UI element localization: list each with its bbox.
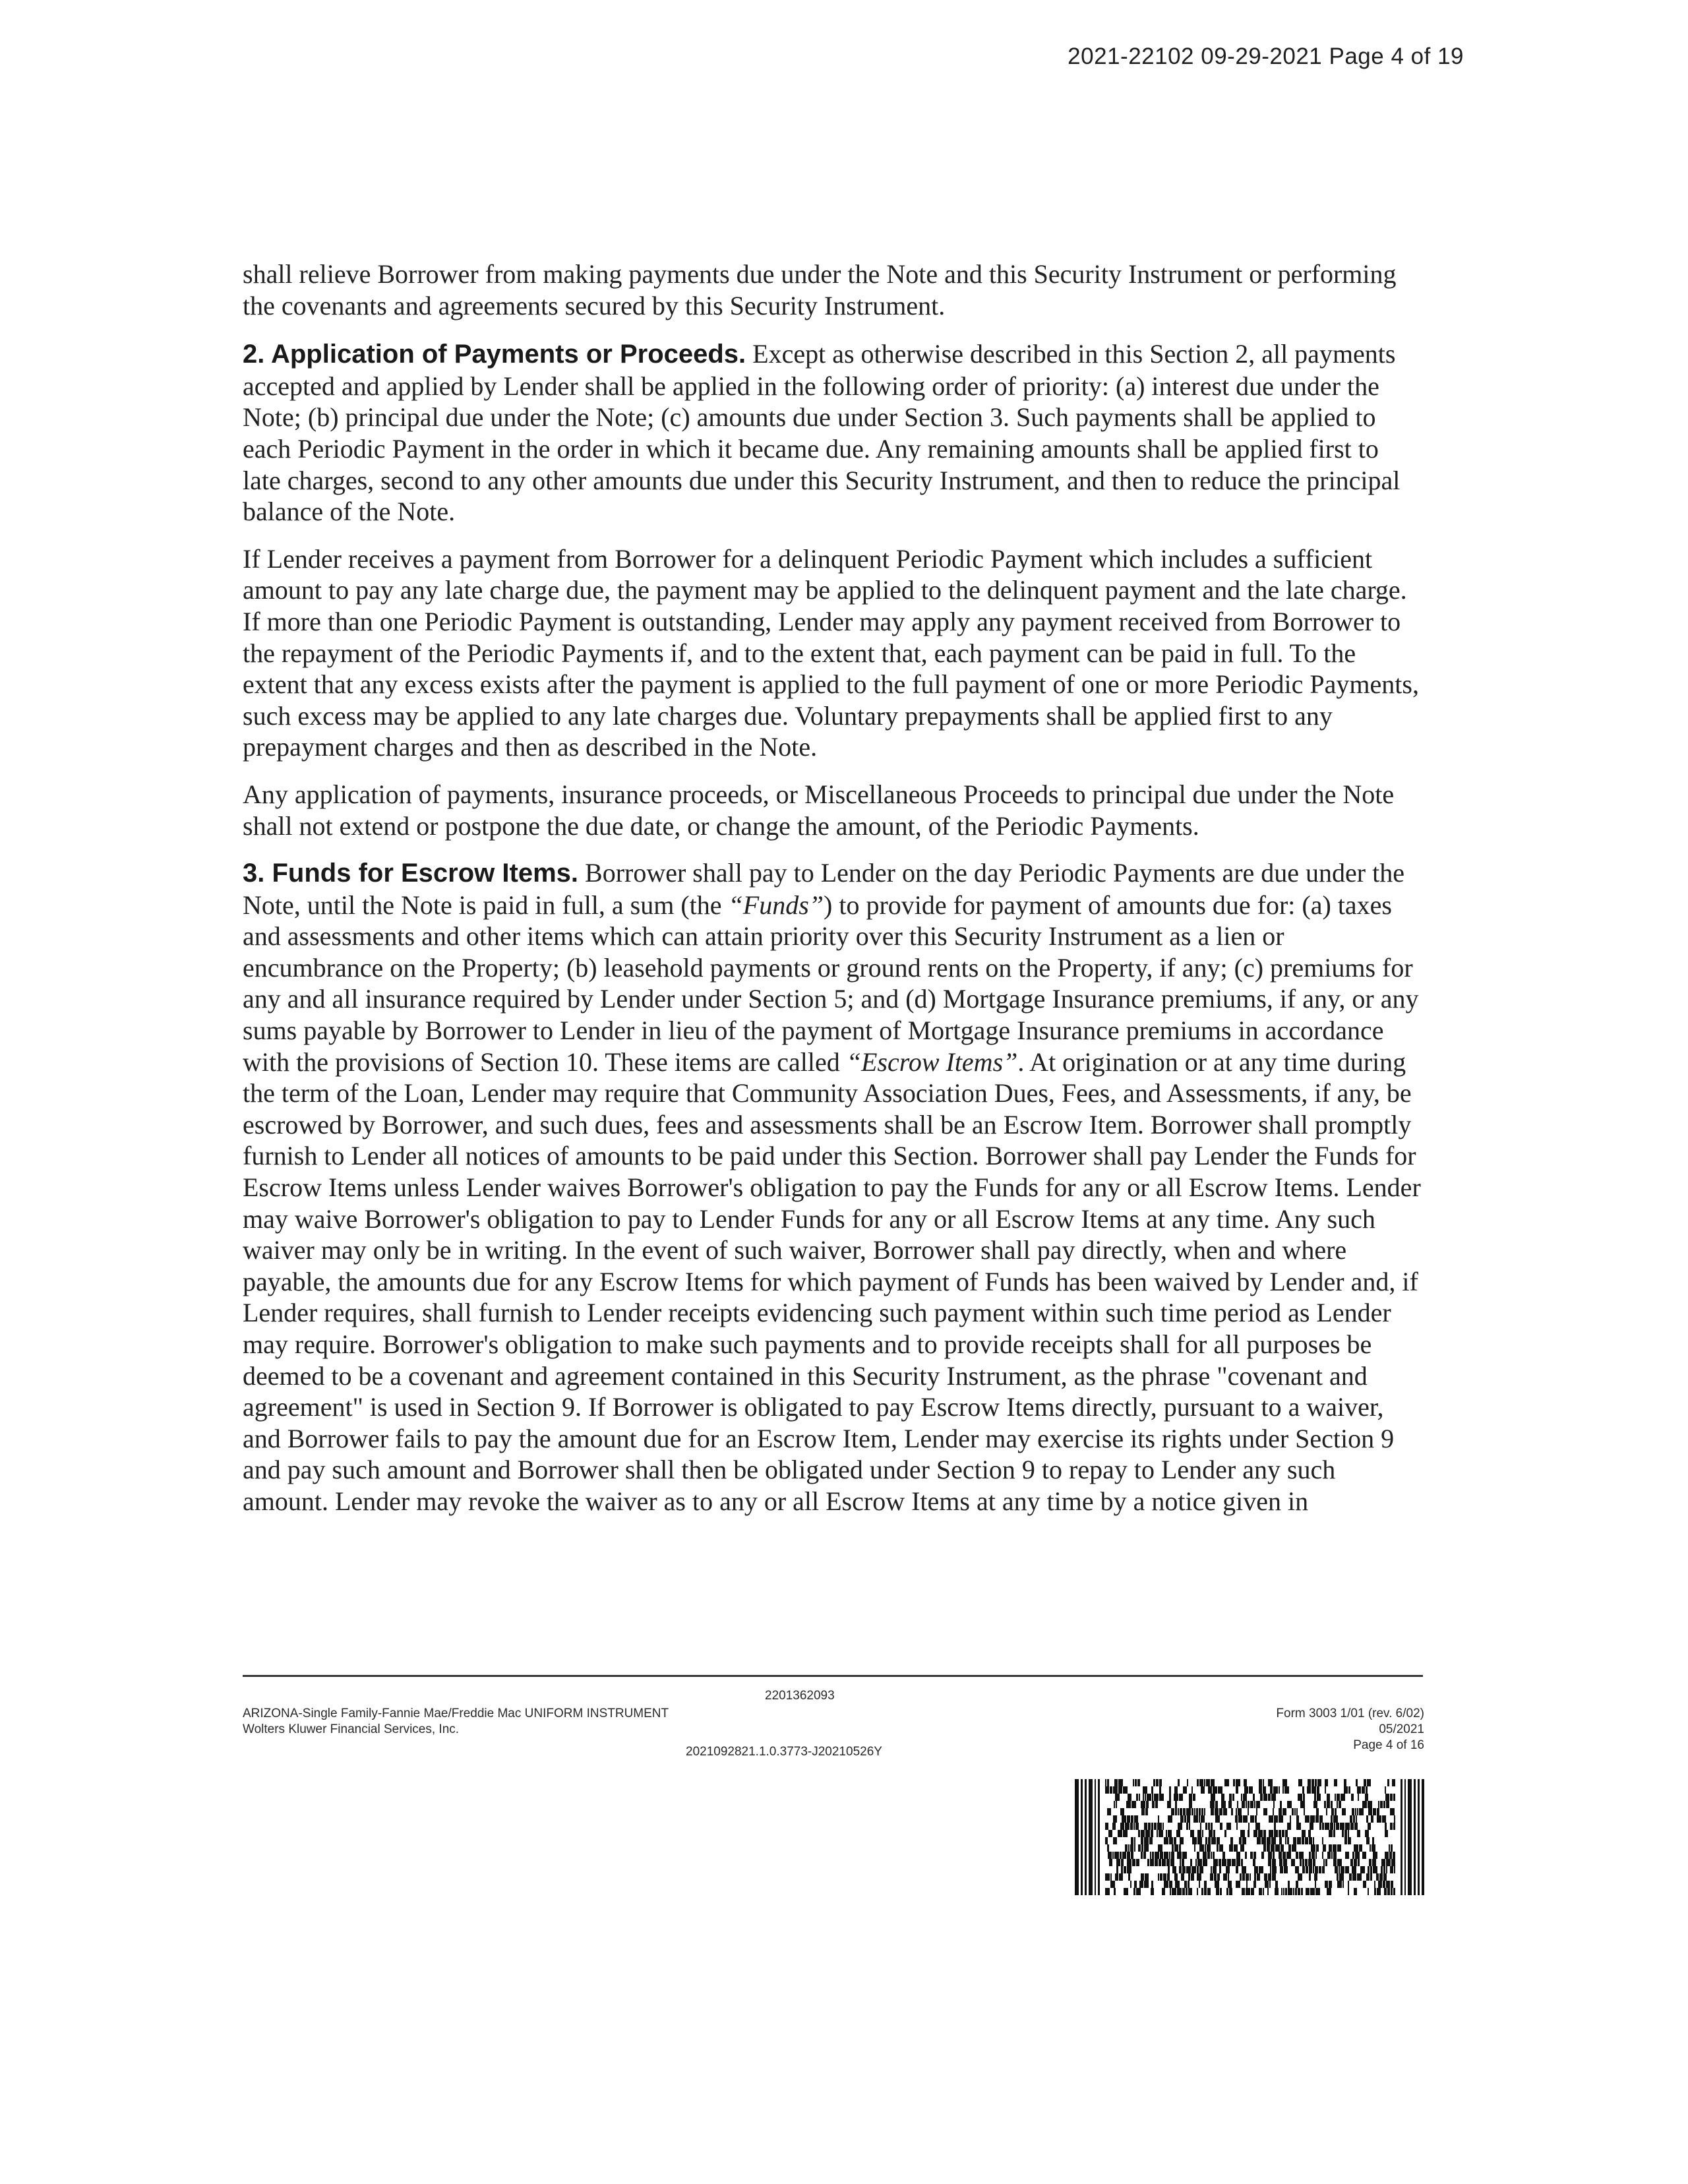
loan-number: 2201362093 (765, 1689, 835, 1703)
section-3-paragraph (243, 857, 1423, 1517)
section-3-heading: 3. Funds for Escrow Items. (243, 859, 579, 888)
document-code: 2021092821.1.0.3773-J20210526Y (686, 1745, 882, 1759)
form-number: Form 3003 1/01 (rev. 6/02) (1276, 1707, 1424, 1720)
form-date: 05/2021 (1379, 1722, 1424, 1736)
section-3-text-c: . At origination or at any time during the term of the Loan, Lender may require that Community Association Dues, Fees, and Assessments, if any, be escrowed by Borrower, and such dues, fees and assessments shall be an Escrow Item. Borrower shall promptly furnish to Lender all notices of amounts to be paid under this Section. Borrower shall pay Lender the Funds for Escrow Items unless Lender waives Borrower's obligation to pay the Funds for any or all Escrow Items. Lender may waive Borrower's obligation to pay to Lender Funds for any or all Escrow Items at any time. Any such waiver may only be in writing. In the event of such waiver, Borrower shall pay directly, when and where payable, the amounts due for any Escrow Items for which payment of Funds has been waived by Lender and, if Lender requires, shall furnish to Lender receipts evidencing such payment within such time period as Lender may require. Borrower's obligation to make such payments and to provide receipts shall for all purposes be deemed to be a covenant and agreement contained in this Security Instrument, as the phrase "covenant and agreement" is used in Section 9. If Borrower is obligated to pay Escrow Items directly, pursuant to a waiver, and Borrower fails to pay the amount due for an Escrow Item, Lender may exercise its rights under Section 9 and pay such amount and Borrower shall then be obligated under Section 9 to repay to Lender any such amount. Lender may revoke the waiver as to any or all Escrow Items at any time by a notice given in (243, 1046, 1421, 1516)
pdf417-barcode (1075, 1779, 1424, 1895)
section-3-text-a: Borrower shall pay to Lender on the day Periodic Payments are due under the Note, until the Note is paid in full, a sum (the (243, 858, 1404, 920)
escrow-items-term: “Escrow Items” (846, 1046, 1018, 1077)
publisher: Wolters Kluwer Financial Services, Inc. (243, 1722, 460, 1736)
section-2-text: Except as otherwise described in this Section 2, all payments accepted and applied by Lender shall be applied in the following order of priority: (a) interest due under the Note; (b) principal due under the Note; (c) amounts due under Section 3. Such payments shall be applied to each Periodic Payment in the order in which it became due. Any remaining amounts shall be applied first to late charges, second to any other amounts due under this Security Instrument, and then to reduce the principal balance of the Note. (243, 339, 1401, 527)
form-page: Page 4 of 16 (1353, 1738, 1424, 1752)
funds-term: “Funds” (728, 890, 824, 920)
section-2-paragraph-2: If Lender receives a payment from Borrower for a delinquent Periodic Payment which includes a sufficient amount to pay any late charge due, the payment may be applied to the delinquent payment and the late charge. If more than one Periodic Payment is outstanding, Lender may apply any payment received from Borrower to the repayment of the Periodic Payments if, and to the extent that, each payment can be paid in full. To the extent that any excess exists after the payment is applied to the full payment of one or more Periodic Payments, such excess may be applied to any late charges due. Voluntary prepayments shall be applied first to any prepayment charges and then as described in the Note. (243, 543, 1419, 762)
section-2-paragraph-3: Any application of payments, insurance proceeds, or Miscellaneous Proceeds to principal due under the Note shall not extend or postpone the due date, or change the amount, of the Periodic Payments. (243, 779, 1395, 841)
document-body (243, 258, 1423, 1533)
section-2-heading: 2. Application of Payments or Proceeds. (243, 340, 746, 369)
continued-paragraph: shall relieve Borrower from making payments due under the Note and this Security Instrument or performing the covenants and agreements secured by this Security Instrument. (243, 259, 1397, 320)
section-2-paragraph-1 (243, 338, 1423, 528)
recording-stamp: 2021-22102 09-29-2021 Page 4 of 19 (1068, 44, 1464, 69)
form-title: ARIZONA-Single Family-Fannie Mae/Freddie Mac UNIFORM INSTRUMENT (243, 1707, 669, 1720)
section-3-text-b: ) to provide for payment of amounts due for: (a) taxes and assessments and other items which can attain priority over this Security Instrument as a lien or encumbrance on the Property; (b) leasehold payments or ground rents on the Property, if any; (c) premiums for any and all insurance required by Lender under Section 5; and (d) Mortgage Insurance premiums, if any, or any sums payable by Borrower to Lender in lieu of the payment of Mortgage Insurance premiums in accordance with the provisions of Section 10. These items are called (243, 890, 1419, 1077)
footer-divider (243, 1675, 1423, 1677)
